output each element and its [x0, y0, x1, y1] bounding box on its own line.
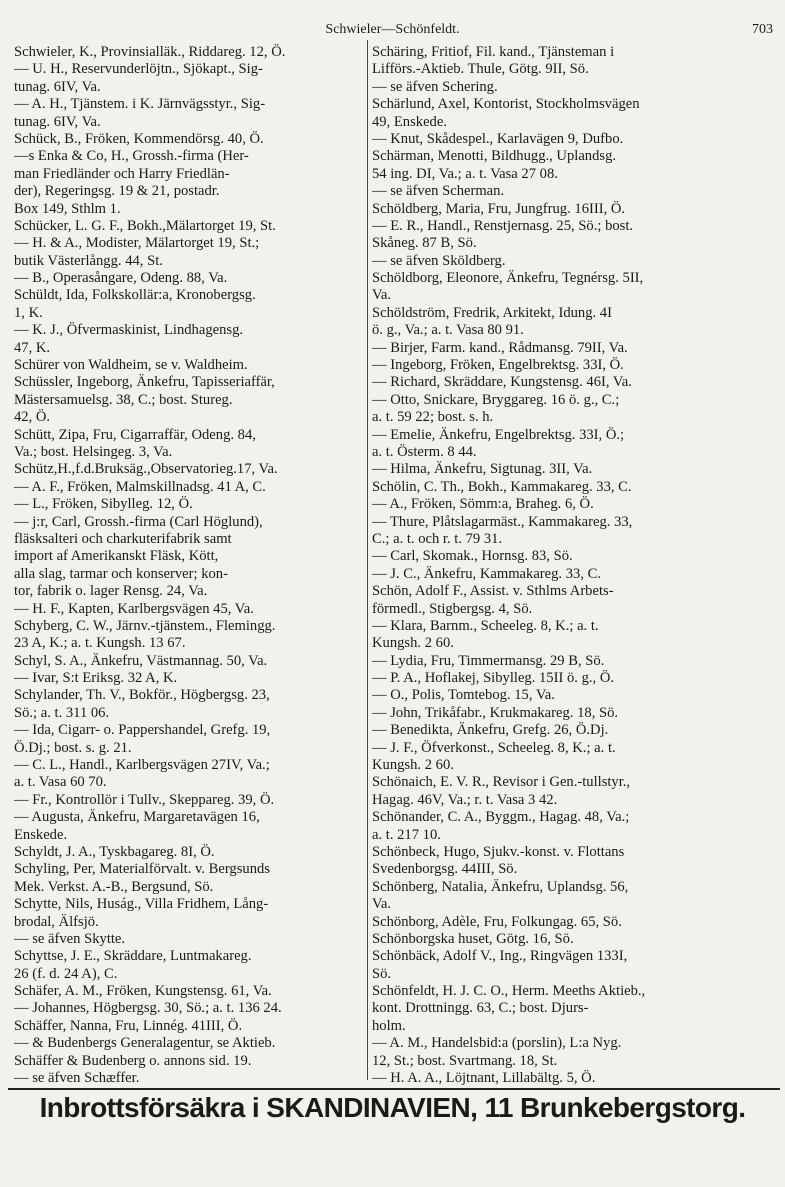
directory-entry-line: tunag. 6IV, Va.	[14, 113, 101, 130]
directory-entry-line: Schyttse, J. E., Skräddare, Luntmakareg.	[14, 948, 252, 965]
directory-entry-line: — se äfven Schæffer.	[14, 1070, 140, 1087]
directory-entry-line: Schütt, Zipa, Fru, Cigarraffär, Odeng. 84,	[14, 426, 256, 443]
directory-entry-line: — E. R., Handl., Renstjernasg. 25, Sö.; bost.	[372, 217, 634, 234]
directory-entry-line: Box 149, Sthlm 1.	[14, 200, 121, 217]
directory-entry-line: 49, Enskede.	[372, 113, 447, 130]
bottom-rule	[8, 1088, 780, 1090]
directory-entry-line: — Knut, Skådespel., Karlavägen 9, Dufbo.	[372, 130, 624, 147]
directory-entry-line: Sö.	[372, 965, 392, 982]
directory-entry-line: — se äfven Schering.	[372, 78, 498, 95]
directory-entry-line: —s Enka & Co, H., Grossh.-firma (Her-	[14, 148, 249, 165]
directory-entry-line: butik Västerlångg. 44, St.	[14, 252, 163, 269]
directory-entry-line: — L., Fröken, Sibylleg. 12, Ö.	[14, 496, 193, 513]
directory-entry-line: Schäffer, Nanna, Fru, Linnég. 41III, Ö.	[14, 1017, 243, 1034]
directory-entry-line: — Otto, Snickare, Bryggareg. 16 ö. g., C.;	[372, 391, 620, 408]
directory-entry-line: — Johannes, Högbergsg. 30, Sö.; a. t. 136 24.	[14, 1000, 282, 1017]
directory-entry-line: Skåneg. 87 B, Sö.	[372, 235, 477, 252]
directory-entry-line: — se äfven Sköldberg.	[372, 252, 506, 269]
directory-entry-line: — Lydia, Fru, Timmermansg. 29 B, Sö.	[372, 652, 605, 669]
directory-entry-line: förmedl., Stigbergsg. 4, Sö.	[372, 600, 533, 617]
directory-entry-line: 26 (f. d. 24 A), C.	[14, 965, 118, 982]
directory-entry-line: — A. H., Tjänstem. i K. Järnvägsstyr., Sig-	[14, 96, 266, 113]
directory-entry-line: — John, Trikåfabr., Krukmakareg. 18, Sö.	[372, 704, 619, 721]
directory-entry-line: ö. g., Va.; a. t. Vasa 80 91.	[372, 322, 524, 339]
directory-entry-line: Hagag. 46V, Va.; r. t. Vasa 3 42.	[372, 791, 558, 808]
left-column	[14, 44, 366, 1087]
directory-entry-line: Mästersamuelsg. 38, C.; bost. Stureg.	[14, 391, 233, 408]
directory-entry-line: Svedenborgsg. 44III, Sö.	[372, 861, 518, 878]
directory-entry-line: — C. L., Handl., Karlbergsvägen 27IV, Va.;	[14, 757, 270, 774]
directory-entry-line: Schönborgska huset, Götg. 16, Sö.	[372, 930, 574, 947]
directory-entry-line: Mek. Verkst. A.-B., Bergsund, Sö.	[14, 878, 214, 895]
directory-entry-line: der), Regeringsg. 19 & 21, postadr.	[14, 183, 220, 200]
advertisement-banner: Inbrottsförsäkra i SKANDINAVIEN, 11 Brunkebergstorg.	[39, 1092, 746, 1123]
directory-entry-line: — j:r, Carl, Grossh.-firma (Carl Höglund),	[14, 513, 263, 530]
directory-entry-line: — O., Polis, Tomtebog. 15, Va.	[372, 687, 555, 704]
directory-entry-line: holm.	[372, 1017, 406, 1034]
directory-entry-line: Schylander, Th. V., Bokför., Högbergsg. 23,	[14, 687, 270, 704]
directory-entry-line: Schäffer & Budenberg o. annons sid. 19.	[14, 1052, 252, 1069]
directory-entry-line: Schönander, C. A., Byggm., Hagag. 48, Va.;	[372, 809, 630, 826]
page-header	[0, 22, 785, 42]
directory-entry-line: Schüssler, Ingeborg, Änkefru, Tapisseriaffär,	[14, 374, 275, 391]
directory-entry-line: Schütz,H.,f.d.Bruksäg.,Observatorieg.17, Va.	[14, 461, 278, 478]
directory-entry-line: — J. F., Öfverkonst., Scheeleg. 8, K.; a. t.	[372, 739, 616, 756]
directory-entry-line: — & Budenbergs Generalagentur, se Aktieb.	[14, 1035, 276, 1052]
directory-entry-line: — Fr., Kontrollör i Tullv., Skeppareg. 39, Ö.	[14, 791, 275, 808]
directory-entry-line: alla slag, tarmar och konserver; kon-	[14, 565, 228, 582]
directory-entry-line: Schönborg, Adèle, Fru, Folkungag. 65, Sö.	[372, 913, 622, 930]
directory-entry-line: — Hilma, Änkefru, Sigtunag. 3II, Va.	[372, 461, 593, 478]
directory-entry-line: — Emelie, Änkefru, Engelbrektsg. 33I, Ö.;	[372, 426, 625, 443]
column-divider	[367, 40, 368, 1080]
directory-entry-line: 12, St.; bost. Svartmang. 18, St.	[372, 1052, 558, 1069]
directory-entry-line: a. t. 217 10.	[372, 826, 441, 843]
directory-entry-line: Va.	[372, 896, 392, 913]
directory-entry-line: tor, fabrik o. lager Rensg. 24, Va.	[14, 583, 208, 600]
directory-entry-line: Va.	[372, 287, 392, 304]
directory-entry-line: Schönberg, Natalia, Änkefru, Uplandsg. 56,	[372, 878, 629, 895]
directory-entry-line: Enskede.	[14, 826, 68, 843]
directory-entry-line: Kungsh. 2 60.	[372, 635, 454, 652]
directory-entry-line: — Birjer, Farm. kand., Rådmansg. 79II, Va.	[372, 339, 628, 356]
directory-entry-line: import af Amerikanskt Fläsk, Kött,	[14, 548, 219, 565]
directory-entry-line: Schönbäck, Adolf V., Ing., Ringvägen 133I,	[372, 948, 628, 965]
directory-entry-line: 47, K.	[14, 339, 51, 356]
directory-entry-line: Schäring, Fritiof, Fil. kand., Tjänsteman i	[372, 44, 615, 60]
directory-entry-line: — Carl, Skomak., Hornsg. 83, Sö.	[372, 548, 573, 565]
directory-entry-line: Lifförs.-Aktieb. Thule, Götg. 9II, Sö.	[372, 61, 589, 78]
directory-entry-line: — A. M., Handelsbid:a (porslin), L:a Nyg.	[372, 1035, 622, 1052]
directory-entry-line: Kungsh. 2 60.	[372, 757, 454, 774]
directory-entry-line: — Richard, Skräddare, Kungstensg. 46I, Va.	[372, 374, 632, 391]
directory-entry-line: Va.; bost. Helsingeg. 3, Va.	[14, 443, 173, 460]
running-head: Schwieler—Schönfeldt.	[325, 22, 460, 37]
directory-entry-line: — Ingeborg, Fröken, Engelbrektsg. 33I, Ö.	[372, 357, 624, 374]
directory-entry-line: — Ivar, S:t Eriksg. 32 A, K.	[14, 670, 178, 687]
directory-entry-line: Schölin, C. Th., Bokh., Kammakareg. 33, C.	[372, 478, 632, 495]
directory-entry-line: Schyling, Per, Materialförvalt. v. Bergsunds	[14, 861, 270, 878]
directory-entry-line: — Benedikta, Änkefru, Grefg. 26, Ö.Dj.	[372, 722, 609, 739]
directory-entry-line: — H. F., Kapten, Karlbergsvägen 45, Va.	[14, 600, 254, 617]
page-number: 703	[752, 22, 773, 37]
directory-entry-line: 54 ing. DI, Va.; a. t. Vasa 27 08.	[372, 165, 558, 182]
directory-entry-line: Schwieler, K., Provinsialläk., Riddareg. 12, Ö.	[14, 44, 286, 60]
directory-entry-line: Schürer von Waldheim, se v. Waldheim.	[14, 357, 248, 374]
directory-entry-line: Schönfeldt, H. J. C. O., Herm. Meeths Aktieb.,	[372, 983, 646, 1000]
directory-entry-line: kont. Drottningg. 63, C.; bost. Djurs-	[372, 1000, 589, 1017]
directory-entry-line: — H. & A., Modister, Mälartorget 19, St.;	[14, 235, 260, 252]
directory-entry-line: Schyl, S. A., Änkefru, Västmannag. 50, Va.	[14, 652, 268, 669]
directory-entry-line: C.; a. t. och r. t. 79 31.	[372, 530, 503, 547]
directory-entry-line: Schyberg, C. W., Järnv.-tjänstem., Flemingg.	[14, 617, 276, 634]
directory-entry-line: — P. A., Hoflakej, Sibylleg. 15II ö. g., Ö.	[372, 670, 615, 687]
directory-entry-line: Schöldberg, Maria, Fru, Jungfrug. 16III, Ö.	[372, 200, 626, 217]
directory-entry-line: Schück, B., Fröken, Kommendörsg. 40, Ö.	[14, 130, 264, 147]
right-column	[372, 44, 772, 1087]
directory-entry-line: Schärman, Menotti, Bildhugg., Uplandsg.	[372, 148, 617, 165]
directory-entry-line: — H. A. A., Löjtnant, Lillabältg. 5, Ö.	[372, 1070, 596, 1087]
directory-entry-line: — A., Fröken, Sömm:a, Braheg. 6, Ö.	[372, 496, 594, 513]
directory-entry-line: — A. F., Fröken, Malmskillnadsg. 41 A, C.	[14, 478, 266, 495]
directory-entry-line: — U. H., Reservunderlöjtn., Sjökapt., Sig-	[14, 61, 263, 78]
directory-entry-line: — K. J., Öfvermaskinist, Lindhagensg.	[14, 322, 244, 339]
directory-entry-line: — Klara, Barnm., Scheeleg. 8, K.; a. t.	[372, 617, 599, 634]
directory-entry-line: a. t. Österm. 8 44.	[372, 443, 477, 460]
directory-entry-line: — Thure, Plåtslagarmäst., Kammakareg. 33,	[372, 513, 633, 530]
directory-entry-line: Schäfer, A. M., Fröken, Kungstensg. 61, Va.	[14, 983, 272, 1000]
directory-entry-line: Schyldt, J. A., Tyskbagareg. 8I, Ö.	[14, 843, 215, 860]
directory-entry-line: — se äfven Skytte.	[14, 930, 126, 947]
directory-entry-line: man Friedländer och Harry Friedlän-	[14, 165, 230, 182]
directory-entry-line: Sö.; a. t. 311 06.	[14, 704, 110, 721]
directory-entry-line: 23 A, K.; a. t. Kungsh. 13 67.	[14, 635, 186, 652]
directory-entry-line: Schön, Adolf F., Assist. v. Sthlms Arbets-	[372, 583, 614, 600]
directory-entry-line: Schärlund, Axel, Kontorist, Stockholmsvägen	[372, 96, 640, 113]
directory-entry-line: a. t. Vasa 60 70.	[14, 774, 107, 791]
directory-entry-line: Schüldt, Ida, Folkskollär:a, Kronobergsg.	[14, 287, 256, 304]
directory-entry-line: — J. C., Änkefru, Kammakareg. 33, C.	[372, 565, 601, 582]
directory-entry-line: — se äfven Scherman.	[372, 183, 505, 200]
directory-entry-line: — B., Operasångare, Odeng. 88, Va.	[14, 270, 228, 287]
directory-entry-line: — Ida, Cigarr- o. Pappershandel, Grefg. 19,	[14, 722, 271, 739]
directory-entry-line: brodal, Älfsjö.	[14, 913, 99, 930]
directory-entry-line: fläsksalteri och charkuterifabrik samt	[14, 530, 232, 547]
directory-entry-line: Schücker, L. G. F., Bokh.,Mälartorget 19, St.	[14, 217, 276, 234]
directory-entry-line: Schöldborg, Eleonore, Änkefru, Tegnérsg. 5II,	[372, 270, 644, 287]
directory-entry-line: Schönaich, E. V. R., Revisor i Gen.-tullstyr.,	[372, 774, 631, 791]
directory-entry-line: tunag. 6IV, Va.	[14, 78, 101, 95]
directory-entry-line: Schönbeck, Hugo, Sjukv.-konst. v. Flottans	[372, 843, 625, 860]
directory-entry-line: Ö.Dj.; bost. s. g. 21.	[14, 739, 132, 756]
directory-entry-line: Schöldström, Fredrik, Arkitekt, Idung. 4I	[372, 304, 612, 321]
directory-entry-line: 42, Ö.	[14, 409, 51, 426]
directory-entry-line: — Augusta, Änkefru, Margaretavägen 16,	[14, 809, 260, 826]
directory-entry-line: 1, K.	[14, 304, 43, 321]
directory-entry-line: a. t. 59 22; bost. s. h.	[372, 409, 494, 426]
directory-entry-line: Schytte, Nils, Huság., Villa Fridhem, Lång-	[14, 896, 269, 913]
